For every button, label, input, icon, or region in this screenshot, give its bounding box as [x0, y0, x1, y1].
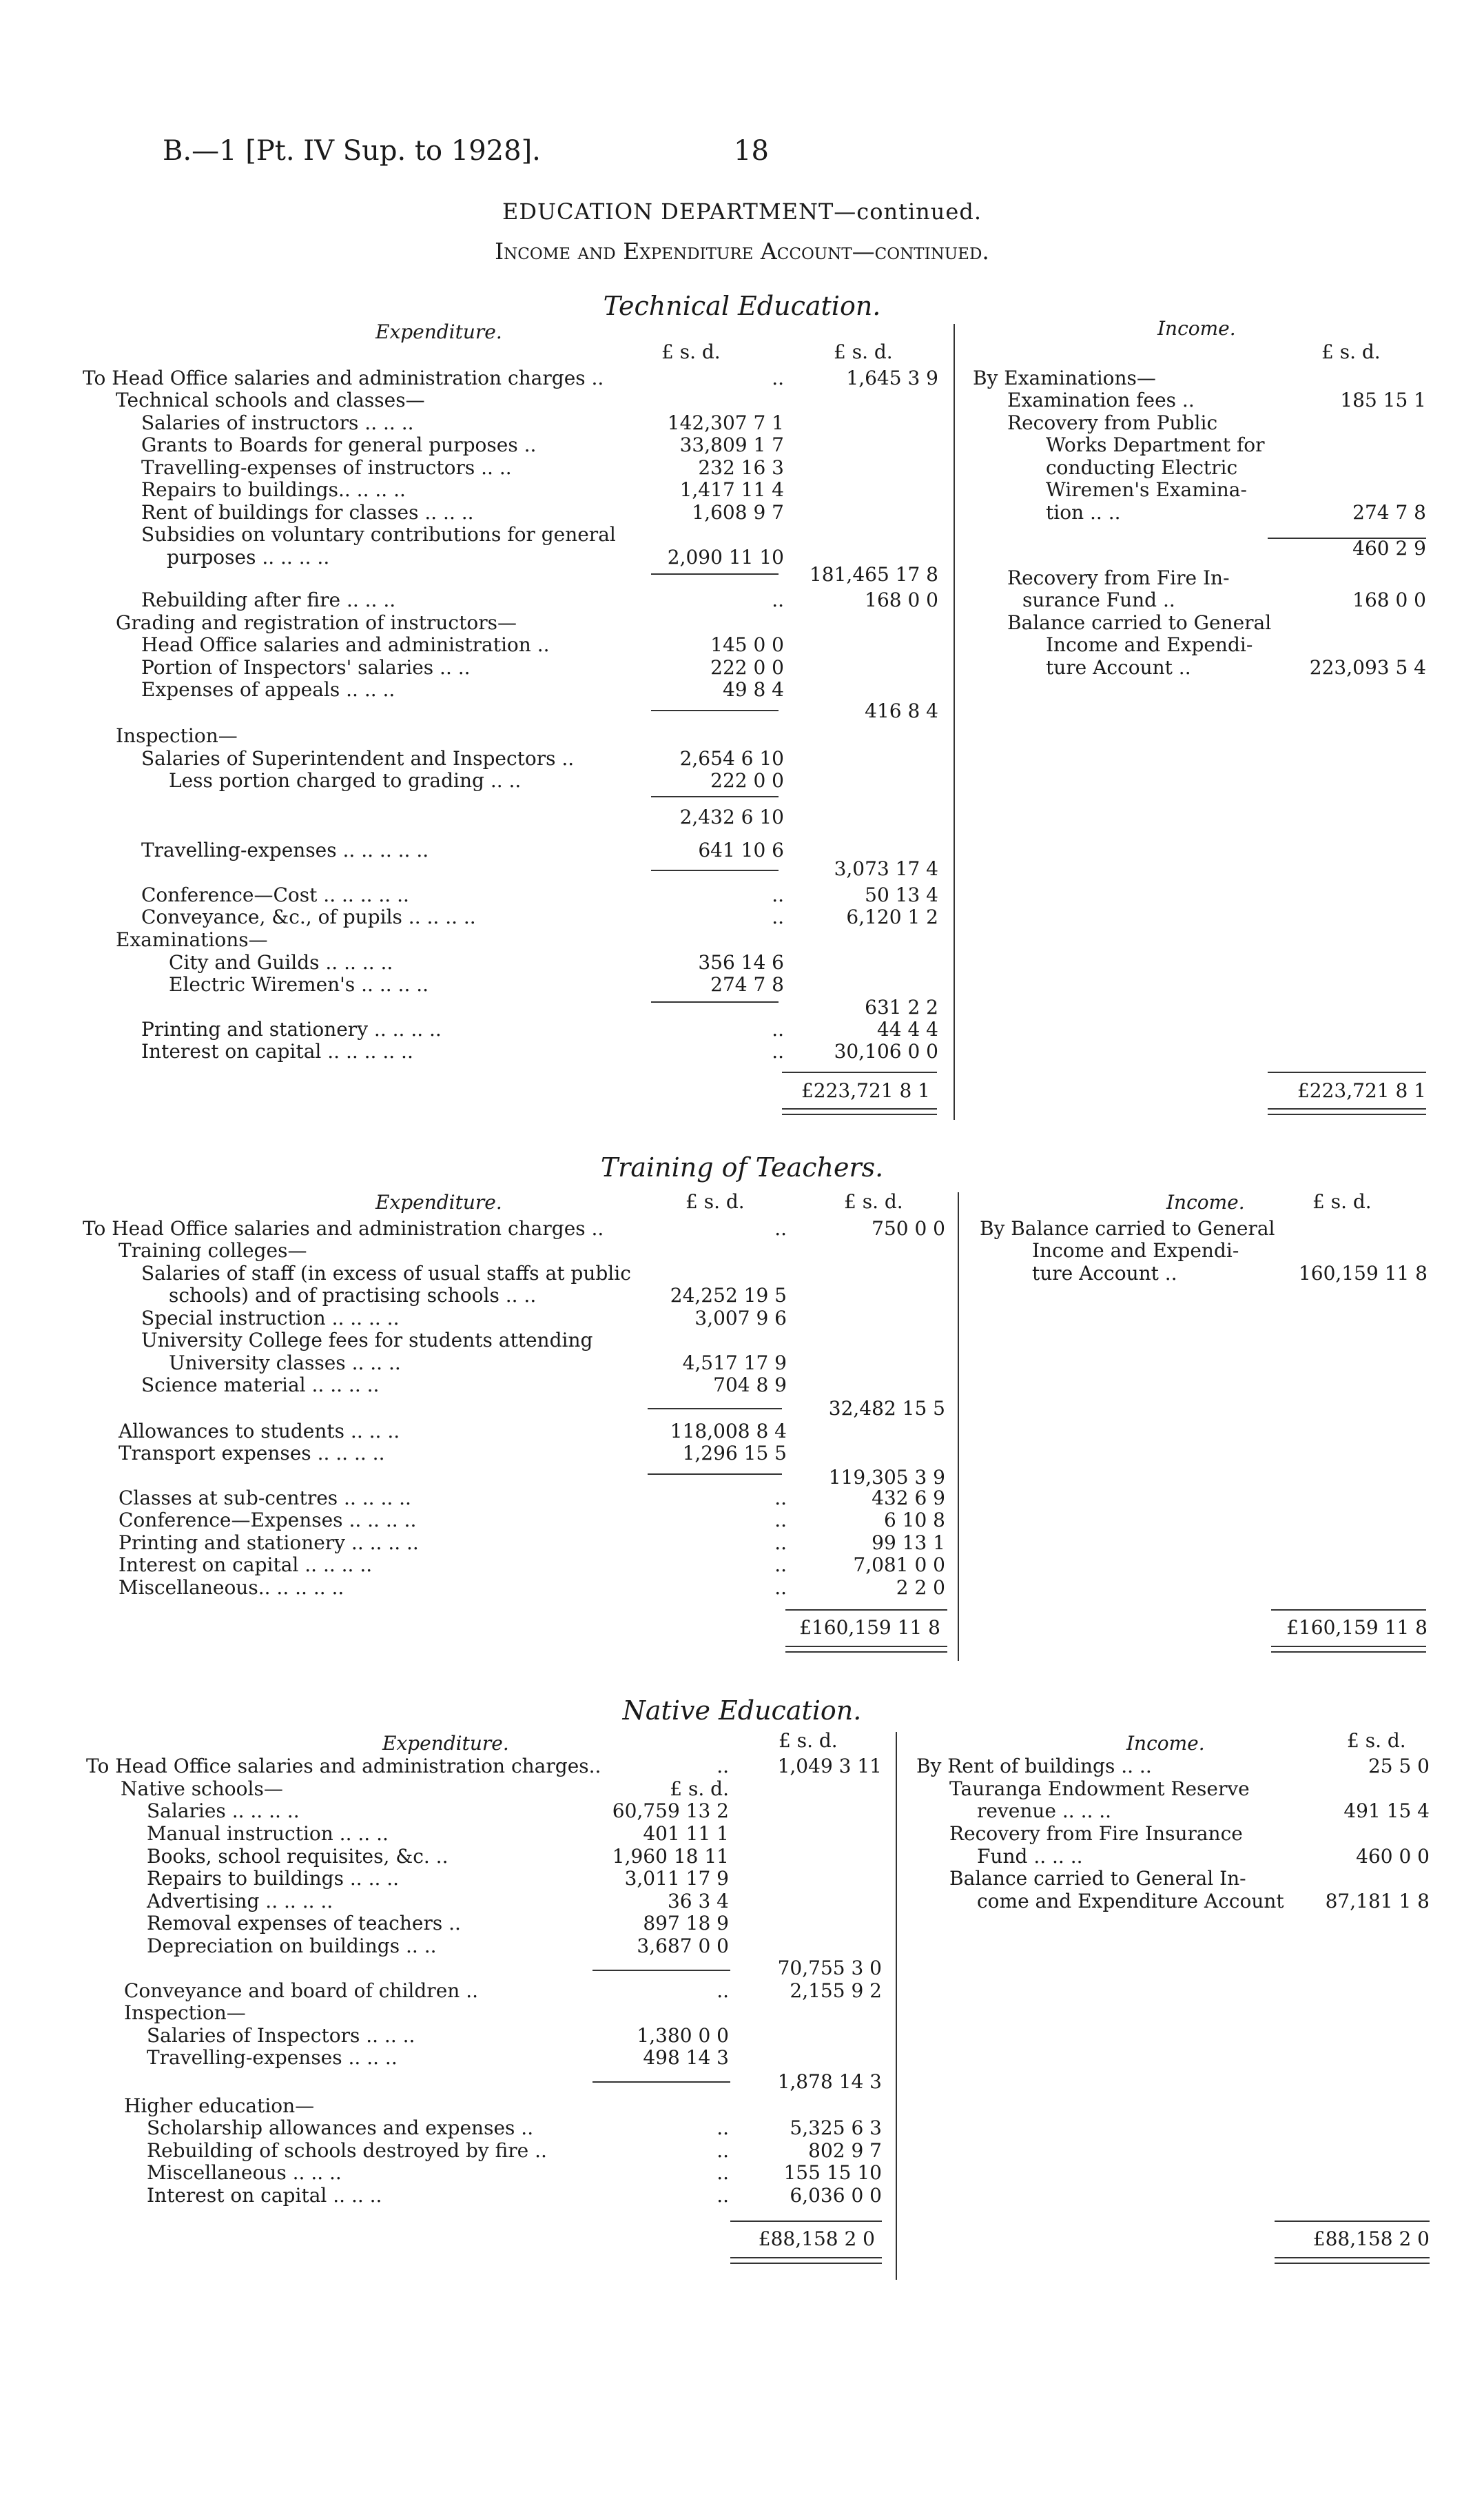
expenditure-line: Salaries .. .. .. .. — [147, 1799, 300, 1822]
expenditure-line: Salaries of Superintendent and Inspectors .. — [141, 747, 575, 770]
income-line: Balance carried to General — [1007, 611, 1272, 634]
native-col-b-header: £ s. d. — [779, 1729, 838, 1752]
expenditure-line: Printing and stationery .. .. .. .. — [118, 1531, 419, 1554]
income-amount: 491 15 4 — [1343, 1799, 1430, 1822]
amount-sub: .. — [772, 884, 784, 906]
expenditure-line: purposes .. .. .. .. — [167, 546, 330, 569]
amount-sub: 1,417 11 4 — [679, 478, 784, 501]
amount-sub: 1,296 15 5 — [682, 1442, 787, 1464]
expenditure-line: Subsidies on voluntary contributions for general — [141, 523, 616, 546]
training-income-total-rule — [1271, 1609, 1426, 1611]
amount-sub: 36 3 4 — [667, 1890, 729, 1912]
income-amount: 160,159 11 8 — [1298, 1262, 1428, 1285]
amount-total: 432 6 9 — [872, 1487, 945, 1509]
amount-total: 119,305 3 9 — [828, 1466, 945, 1489]
expenditure-line: Interest on capital .. .. .. .. — [118, 1553, 373, 1576]
amount-total: 631 2 2 — [865, 996, 938, 1019]
amount-sub: 49 8 4 — [722, 678, 784, 701]
amount-sub: .. — [774, 1509, 787, 1531]
amount-sub: 222 0 0 — [710, 656, 784, 679]
amount-sub: 2,654 6 10 — [679, 747, 784, 770]
expenditure-line: To Head Office salaries and administration charges .. — [83, 1217, 604, 1240]
expenditure-line: City and Guilds .. .. .. .. — [169, 951, 393, 974]
expenditure-line: Removal expenses of teachers .. — [147, 1912, 461, 1935]
amount-sub: .. — [772, 1018, 784, 1041]
amount-sub: .. — [772, 367, 784, 389]
technical-income-label: Income. — [1157, 317, 1236, 340]
expenditure-line: Transport expenses .. .. .. .. — [118, 1442, 385, 1464]
native-income-label: Income. — [1126, 1732, 1205, 1755]
amount-sub: 142,307 7 1 — [667, 411, 784, 434]
amount-total: 70,755 3 0 — [777, 1957, 882, 1979]
income-line: Income and Expendi- — [1046, 633, 1253, 656]
amount-sub: .. — [774, 1553, 787, 1576]
amount-total: 416 8 4 — [865, 700, 938, 722]
income-line: surance Fund .. — [1022, 589, 1175, 611]
amount-sub: 641 10 6 — [698, 839, 784, 861]
expenditure-line: Inspection— — [124, 2001, 246, 2024]
expenditure-line: Interest on capital .. .. .. — [147, 2184, 382, 2207]
technical-heading: Technical Education. — [603, 291, 881, 321]
income-line: By Balance carried to General — [980, 1217, 1275, 1240]
income-line: Balance carried to General In- — [949, 1867, 1246, 1890]
expenditure-line: Classes at sub-centres .. .. .. .. — [118, 1487, 411, 1509]
amount-sub: 897 18 9 — [643, 1912, 729, 1935]
technical-divider — [954, 324, 955, 1120]
training-income-double-rule — [1271, 1646, 1426, 1653]
training-rule — [648, 1408, 782, 1409]
expenditure-line: Conveyance, &c., of pupils .. .. .. .. — [141, 906, 476, 928]
expenditure-line: Interest on capital .. .. .. .. .. — [141, 1040, 413, 1063]
income-amount: 274 7 8 — [1352, 501, 1426, 524]
amount-total: 7,081 0 0 — [853, 1553, 945, 1576]
expenditure-line: Repairs to buildings.. .. .. .. — [141, 478, 406, 501]
amount-sub: .. — [774, 1531, 787, 1554]
expenditure-line: Rent of buildings for classes .. .. .. — [141, 501, 474, 524]
amount-sub: 33,809 1 7 — [679, 433, 784, 456]
training-income-col-header: £ s. d. — [1312, 1190, 1372, 1213]
document-reference: B.—1 [Pt. IV Sup. to 1928]. — [163, 135, 541, 167]
page-title: EDUCATION DEPARTMENT—continued. — [502, 198, 982, 225]
income-line: Fund .. .. .. — [977, 1845, 1083, 1868]
native-rule — [592, 1970, 730, 1971]
amount-sub: .. — [717, 2184, 729, 2207]
expenditure-line: Scholarship allowances and expenses .. — [147, 2116, 534, 2139]
training-double-rule — [785, 1646, 947, 1653]
technical-expenditure-total: £223,721 8 1 — [801, 1079, 930, 1102]
amount-total: 50 13 4 — [865, 884, 938, 906]
expenditure-line: Printing and stationery .. .. .. .. — [141, 1018, 442, 1041]
technical-total-rule — [782, 1072, 937, 1073]
amount-sub: 60,759 13 2 — [612, 1799, 729, 1822]
amount-total: 32,482 15 5 — [828, 1397, 945, 1420]
expenditure-line: To Head Office salaries and administration charges .. — [83, 367, 604, 389]
expenditure-line: Conference—Expenses .. .. .. .. — [118, 1509, 417, 1531]
expenditure-line: Repairs to buildings .. .. .. — [147, 1867, 400, 1890]
amount-sub: 4,517 17 9 — [682, 1351, 787, 1374]
expenditure-line: Salaries of instructors .. .. .. — [141, 411, 414, 434]
technical-income-double-rule — [1268, 1108, 1426, 1115]
technical-income-total-rule — [1268, 1072, 1426, 1073]
income-line: ture Account .. — [1046, 656, 1191, 679]
expenditure-line: Travelling-expenses .. .. .. — [147, 2046, 398, 2069]
amount-total: 6,036 0 0 — [790, 2184, 882, 2207]
native-income-col-header: £ s. d. — [1347, 1729, 1406, 1752]
income-line: Recovery from Public — [1007, 411, 1218, 434]
training-expenditure-total: £160,159 11 8 — [799, 1616, 940, 1639]
technical-rule — [651, 870, 779, 871]
training-total-rule — [785, 1609, 947, 1611]
amount-sub: 1,608 9 7 — [692, 501, 784, 524]
training-col-a-header: £ s. d. — [686, 1190, 745, 1213]
expenditure-line: Examinations— — [116, 928, 268, 951]
amount-total: 1,645 3 9 — [846, 367, 938, 389]
income-amount: 25 5 0 — [1368, 1755, 1430, 1777]
expenditure-line: Advertising .. .. .. .. — [147, 1890, 333, 1912]
amount-sub: .. — [772, 1040, 784, 1063]
expenditure-line: Expenses of appeals .. .. .. — [141, 678, 395, 701]
expenditure-line: Training colleges— — [118, 1239, 307, 1262]
native-divider — [896, 1732, 897, 2280]
amount-sub: 704 8 9 — [713, 1374, 787, 1396]
amount-sub: .. — [717, 2116, 729, 2139]
amount-sub: .. — [717, 1755, 729, 1777]
training-rule — [648, 1473, 782, 1475]
income-line: Works Department for — [1046, 433, 1265, 456]
expenditure-line: Rebuilding after fire .. .. .. — [141, 589, 396, 611]
technical-rule — [651, 710, 779, 711]
expenditure-line: Manual instruction .. .. .. — [147, 1822, 389, 1845]
expenditure-line: University classes .. .. .. — [169, 1351, 401, 1374]
training-income-label: Income. — [1166, 1191, 1245, 1214]
income-line: ture Account .. — [1032, 1262, 1177, 1285]
amount-sub: .. — [772, 906, 784, 928]
amount-sub: 1,960 18 11 — [612, 1845, 729, 1868]
expenditure-line: Special instruction .. .. .. .. — [141, 1307, 400, 1329]
technical-rule — [651, 796, 779, 797]
expenditure-line: Grants to Boards for general purposes .. — [141, 433, 537, 456]
amount-sub: 3,007 9 6 — [694, 1307, 787, 1329]
amount-total: 802 9 7 — [808, 2139, 882, 2162]
technical-rule — [651, 1001, 779, 1003]
native-expenditure-label: Expenditure. — [382, 1732, 509, 1755]
expenditure-line: Travelling-expenses of instructors .. .. — [141, 456, 512, 479]
income-amount: 168 0 0 — [1352, 589, 1426, 611]
expenditure-line: Conference—Cost .. .. .. .. .. — [141, 884, 409, 906]
income-line: Recovery from Fire In- — [1007, 566, 1230, 589]
amount-sub: 356 14 6 — [698, 951, 784, 974]
amount-sub: 24,252 19 5 — [670, 1284, 787, 1307]
amount-sub: 222 0 0 — [710, 769, 784, 792]
amount-sub: 232 16 3 — [698, 456, 784, 479]
expenditure-line: schools) and of practising schools .. .. — [169, 1284, 537, 1307]
amount-total: 750 0 0 — [872, 1217, 945, 1240]
expenditure-line: Grading and registration of instructors— — [116, 611, 517, 634]
amount-sub: 498 14 3 — [643, 2046, 729, 2069]
technical-col-a-header: £ s. d. — [661, 340, 721, 363]
amount-total: 5,325 6 3 — [790, 2116, 882, 2139]
income-line: Examination fees .. — [1007, 389, 1195, 411]
amount-sub: 118,008 8 4 — [670, 1420, 787, 1442]
amount-sub: 2,090 11 10 — [667, 546, 784, 569]
amount-total: 3,073 17 4 — [834, 857, 938, 880]
income-amount: 460 0 0 — [1356, 1845, 1430, 1868]
native-heading: Native Education. — [622, 1695, 862, 1726]
expenditure-line: Inspection— — [116, 724, 238, 747]
expenditure-line: Electric Wiremen's .. .. .. .. — [169, 973, 429, 996]
page-subtitle: Income and Expenditure Account—continued. — [495, 238, 989, 265]
amount-total: 2,155 9 2 — [790, 1979, 882, 2002]
amount-sub: 3,687 0 0 — [637, 1935, 729, 1957]
amount-sub: .. — [772, 589, 784, 611]
income-line: tion .. .. — [1046, 501, 1121, 524]
expenditure-line: Miscellaneous.. .. .. .. .. — [118, 1576, 344, 1599]
amount-total: 1,878 14 3 — [777, 2070, 882, 2093]
income-line: come and Expenditure Account — [977, 1890, 1284, 1912]
training-divider — [958, 1192, 959, 1661]
expenditure-line: Science material .. .. .. .. — [141, 1374, 380, 1396]
amount-total: 30,106 0 0 — [834, 1040, 938, 1063]
native-income-total-rule — [1275, 2221, 1430, 2222]
amount-sub: .. — [774, 1576, 787, 1599]
amount-sub: 3,011 17 9 — [624, 1867, 729, 1890]
native-rule — [592, 2081, 730, 2083]
expenditure-line: Native schools— — [121, 1777, 283, 1800]
amount-sub: .. — [717, 1979, 729, 2002]
amount-total: 44 4 4 — [876, 1018, 938, 1041]
expenditure-line: Salaries of staff (in excess of usual staffs at public — [141, 1262, 631, 1285]
amount-sub: £ s. d. — [670, 1777, 729, 1800]
technical-double-rule — [782, 1108, 937, 1115]
training-expenditure-label: Expenditure. — [375, 1191, 502, 1214]
native-expenditure-total: £88,158 2 0 — [758, 2227, 875, 2250]
expenditure-line: Rebuilding of schools destroyed by fire .. — [147, 2139, 547, 2162]
technical-expenditure-label: Expenditure. — [375, 320, 502, 343]
expenditure-line: Less portion charged to grading .. .. — [169, 769, 522, 792]
amount-total: 155 15 10 — [783, 2161, 882, 2184]
income-line: Recovery from Fire Insurance — [949, 1822, 1243, 1845]
income-line: Income and Expendi- — [1032, 1239, 1239, 1262]
expenditure-line: Salaries of Inspectors .. .. .. — [147, 2024, 415, 2047]
training-income-total: £160,159 11 8 — [1286, 1616, 1428, 1639]
expenditure-line: Head Office salaries and administration .. — [141, 633, 550, 656]
training-heading: Training of Teachers. — [600, 1152, 884, 1183]
amount-total: 6 10 8 — [883, 1509, 945, 1531]
amount-total: 181,465 17 8 — [809, 563, 938, 586]
income-line: By Rent of buildings .. .. — [916, 1755, 1152, 1777]
income-line: Wiremen's Examina- — [1046, 478, 1247, 501]
expenditure-line: Portion of Inspectors' salaries .. .. — [141, 656, 471, 679]
native-income-double-rule — [1275, 2257, 1430, 2264]
technical-rule — [651, 573, 779, 575]
amount-sub: .. — [774, 1217, 787, 1240]
expenditure-line: Technical schools and classes— — [116, 389, 425, 411]
amount-total: 168 0 0 — [865, 589, 938, 611]
amount-sub: 401 11 1 — [643, 1822, 729, 1845]
page-number: 18 — [734, 135, 769, 167]
expenditure-line: Travelling-expenses .. .. .. .. .. — [141, 839, 429, 861]
expenditure-line: University College fees for students attending — [141, 1329, 593, 1351]
native-double-rule — [730, 2257, 882, 2264]
amount-sub: .. — [717, 2139, 729, 2162]
amount-sub: .. — [774, 1487, 787, 1509]
amount-sub: 274 7 8 — [710, 973, 784, 996]
income-line: By Examinations— — [973, 367, 1156, 389]
amount-total: 6,120 1 2 — [846, 906, 938, 928]
amount-sub: .. — [717, 2161, 729, 2184]
expenditure-line: Higher education— — [124, 2094, 315, 2117]
income-line: Tauranga Endowment Reserve — [949, 1777, 1250, 1800]
income-line: revenue .. .. .. — [977, 1799, 1112, 1822]
technical-income-col-header: £ s. d. — [1321, 340, 1381, 363]
technical-income-total: £223,721 8 1 — [1297, 1079, 1426, 1102]
amount-total: 99 13 1 — [872, 1531, 945, 1554]
amount-total: 1,049 3 11 — [777, 1755, 882, 1777]
training-col-b-header: £ s. d. — [844, 1190, 903, 1213]
income-line: conducting Electric — [1046, 456, 1238, 479]
expenditure-line: Allowances to students .. .. .. — [118, 1420, 400, 1442]
native-income-total: £88,158 2 0 — [1312, 2227, 1430, 2250]
amount-sub: 1,380 0 0 — [637, 2024, 729, 2047]
income-amount: 87,181 1 8 — [1325, 1890, 1430, 1912]
amount-total: 2 2 0 — [896, 1576, 945, 1599]
expenditure-line: Miscellaneous .. .. .. — [147, 2161, 342, 2184]
income-amount: 185 15 1 — [1340, 389, 1426, 411]
expenditure-line: Depreciation on buildings .. .. — [147, 1935, 437, 1957]
amount-sub: 2,432 6 10 — [679, 806, 784, 828]
expenditure-line: Conveyance and board of children .. — [124, 1979, 478, 2002]
technical-col-b-header: £ s. d. — [834, 340, 893, 363]
income-amount: 223,093 5 4 — [1309, 656, 1426, 679]
expenditure-line: To Head Office salaries and administration charges.. — [86, 1755, 601, 1777]
income-amount: 460 2 9 — [1352, 537, 1426, 560]
expenditure-line: Books, school requisites, &c. .. — [147, 1845, 449, 1868]
technical-income-rule — [1268, 538, 1426, 539]
native-total-rule — [730, 2221, 882, 2222]
amount-sub: 145 0 0 — [710, 633, 784, 656]
